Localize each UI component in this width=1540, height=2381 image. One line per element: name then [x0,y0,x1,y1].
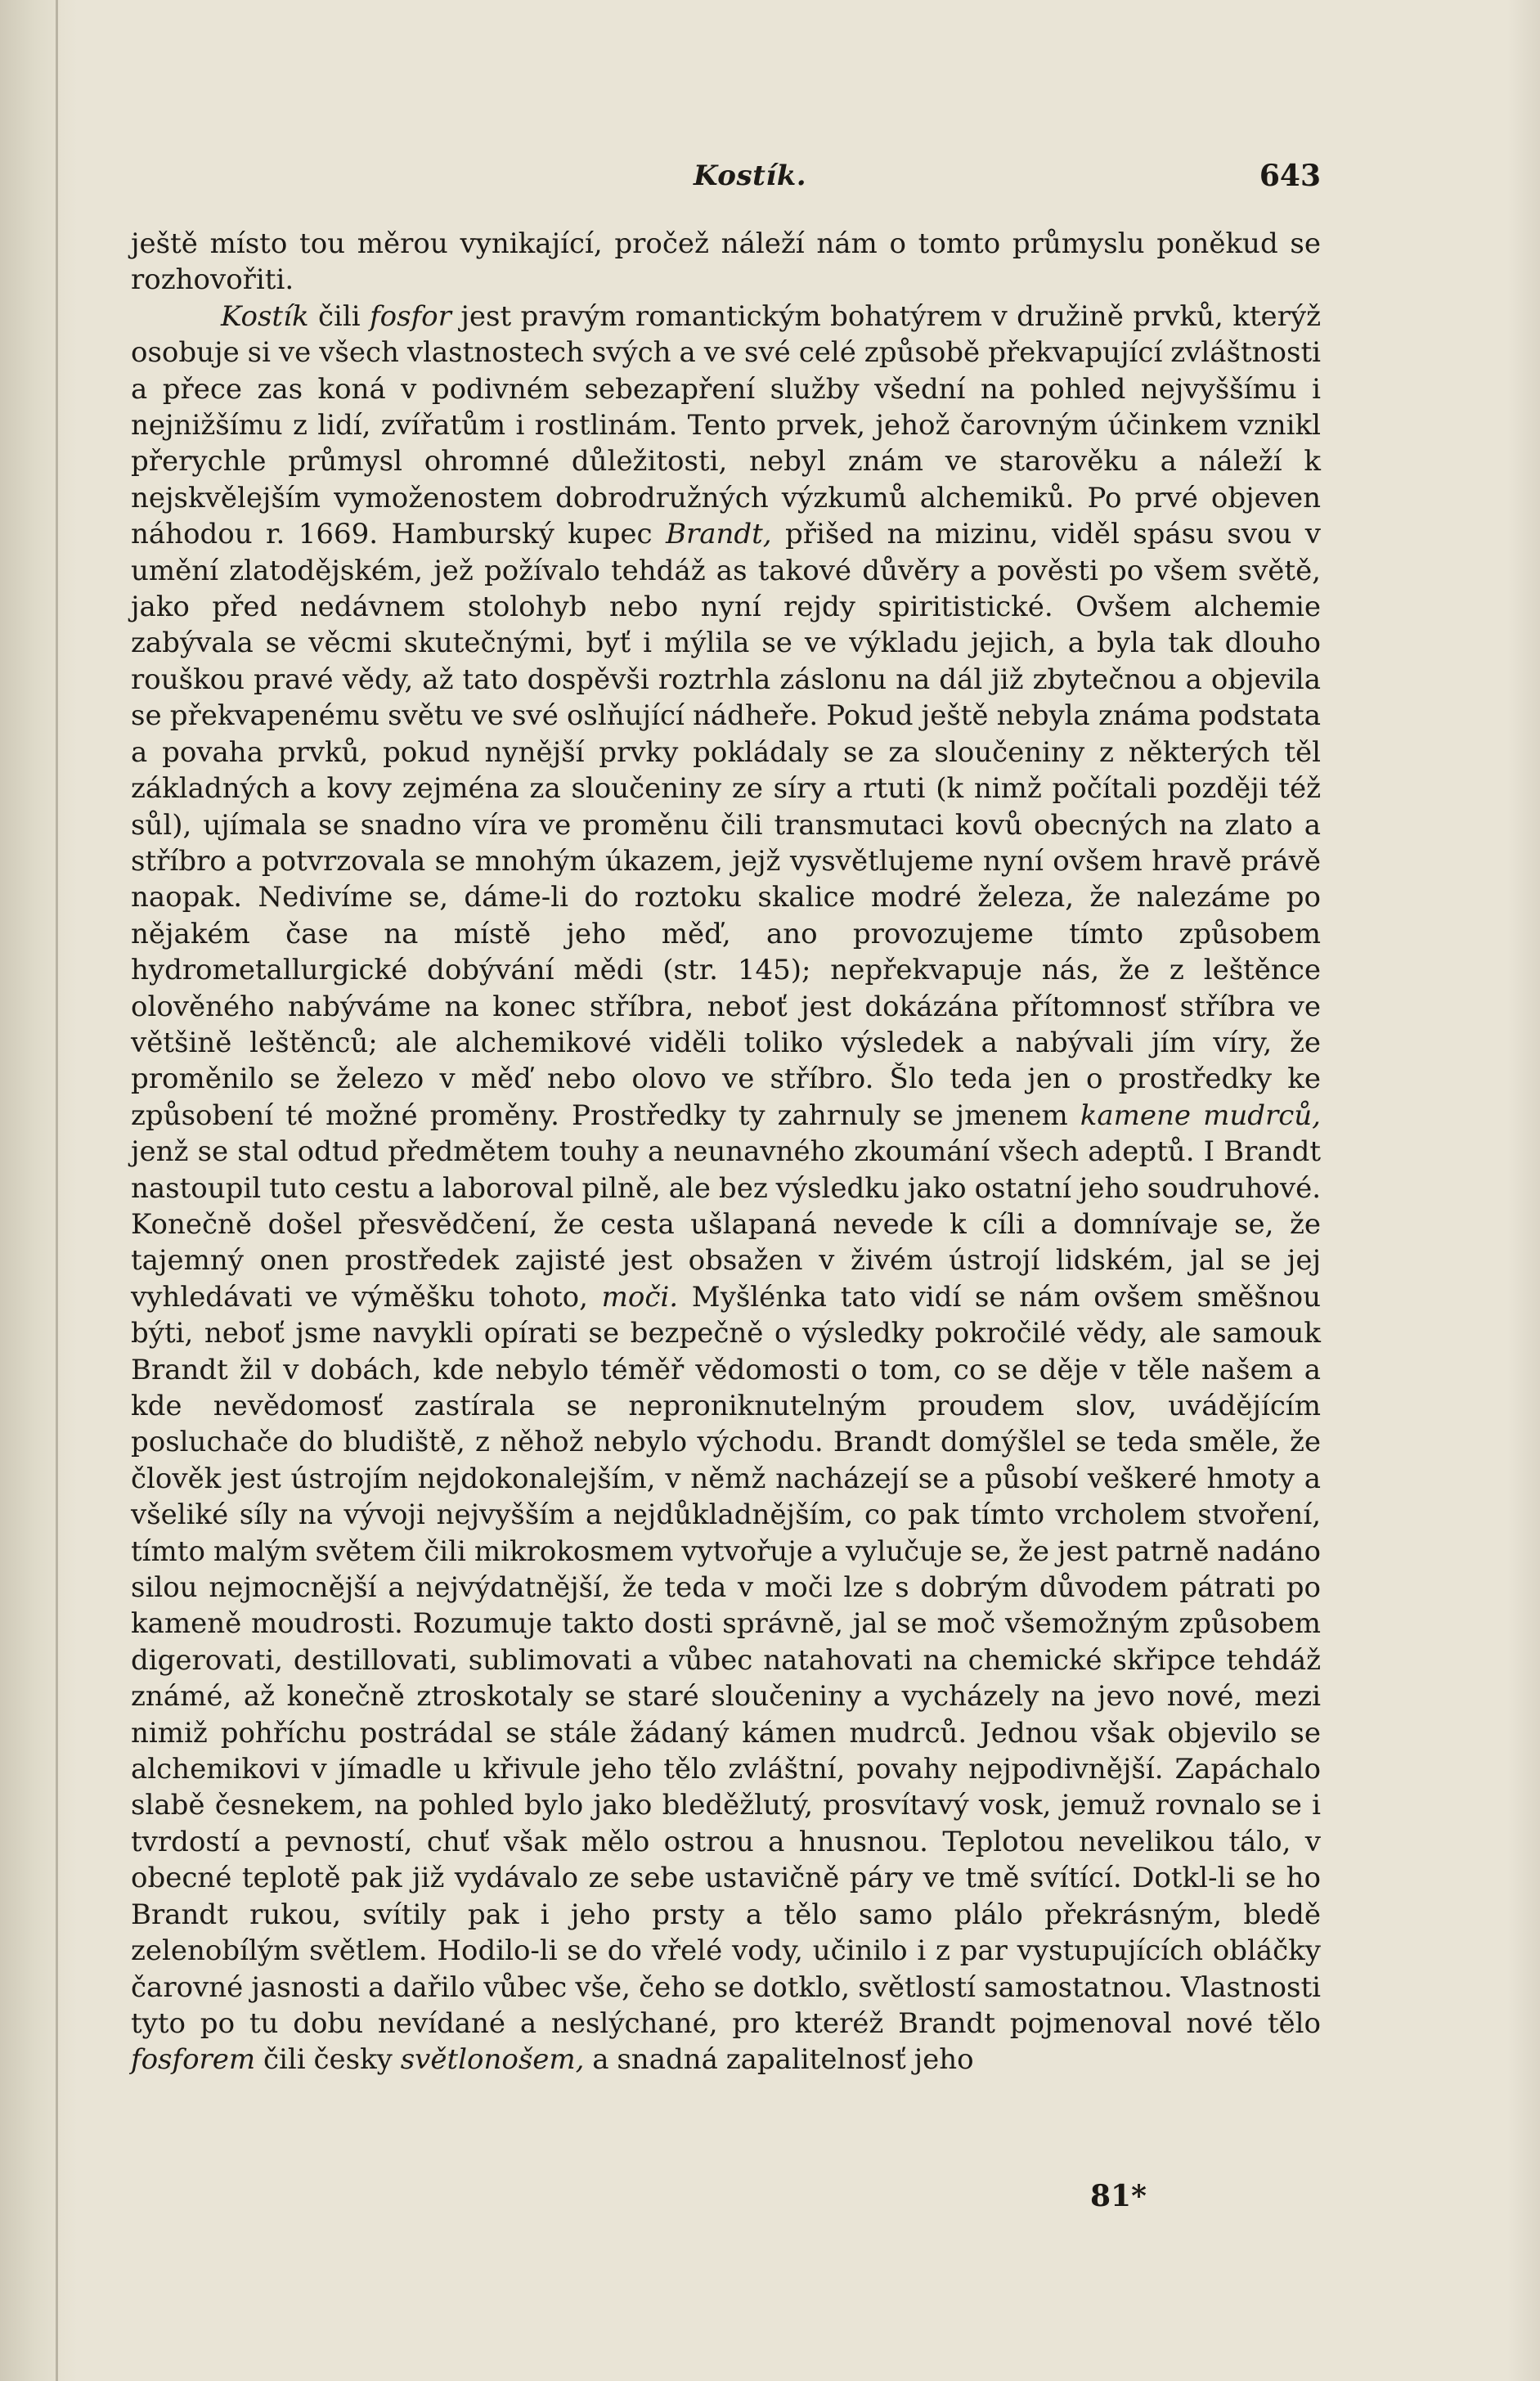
paragraph-1: ještě místo tou měrou vynikající, pročež náleží nám o tomto průmyslu poněkud se rozhovořiti. [131,227,1321,297]
paragraph-2-segment-4: jenž se stal odtud předmětem touhy a neunavného zkoumání všech adeptů. I Brandt nastoupil tuto cestu a laboroval pilně, ale bez výsledku jako ostatní jeho soudruhové. Konečně došel přesvědčení, že cesta ušlapaná nevede k cíli a domnívaje se, že tajemný onen prostředek zajisté jest obsažen v živém ústrojí lidském, jal se jej vyhledávati ve výměšku tohoto, [131,1135,1321,1314]
page-header [123,155,1321,196]
signature-mark: 81* [1090,2179,1147,2213]
paragraph-2-segment-3: přišed na mizinu, viděl spásu svou v umění zlatodějském, jež požívalo tehdáž as takové důvěry a pověsti po všem světě, jako před nedávnem stolohyb nebo nyní rejdy spiritistické. Ovšem alchemie zabývala se věcmi skutečnými, byť i mýlila se ve výkladu jejich, a byla tak dlouho rouškou pravé vědy, až tato dospěvši roztrhla záslonu na dál již zbytečnou a objevila se překvapenému světu ve své oslňující nádheře. Pokud ještě nebyla známa podstata a povaha prvků, pokud nynější prvky pokládaly se za sloučeniny z některých těl základných a kovy zejména za sloučeniny ze síry a rtuti (k nimž počítali později též sůl), ujímala se snadno víra ve proměnu čili transmutaci kovů obecných na zlato a stříbro a potvrzovala se mnohým úkazem, jejž vysvětlujeme nyní ovšem hravě právě naopak. Nedivíme se, dáme-li do roztoku skalice modré železa, že nalezáme po nějakém čase na místě jeho měď, ano provozujeme tímto způsobem hydrometallurgické dobývání mědi (str. 145); nepřekvapuje nás, že z leštěnce olověného nabýváme na konec stříbra, neboť jest dokázána přítomnosť stříbra ve většině leštěnců; ale alchemikové viděli toliko výsledek a nabývali jím víry, že proměnilo se železo v měď nebo olovo ve stříbro. Šlo teda jen o prostředky ke způsobení té možné proměny. Prostředky ty zahrnuly se jmenem [131,518,1321,1132]
running-head: Kostík. [694,159,807,192]
book-page [123,131,1325,2323]
page-number: 643 [1259,159,1321,193]
paragraph-2-segment-7: a snadná zapalitelnosť jeho [584,2043,974,2077]
book-spine-shadow [0,0,78,2381]
binding-line [56,0,58,2381]
term-fosfor: fosfor [370,299,451,333]
paragraph-2-segment-2: jest pravým romantickým bohatýrem v družině prvků, kterýž osobuje si ve všech vlastnostech svých a ve své celé způsobě překvapující zvláštnosti a přece zas koná v podivném sebezapření služby všední na pohled nejvyššímu i nejnižšímu z lidí, zvířatům i rostlinám. Tento prvek, jehož čarovným účinkem vznikl přerychle průmysl ohromné důležitosti, nebyl znám ve starověku a náleží k nejskvělejším vymoženostem dobrodružných výzkumů alchemiků. Po prvé objeven náhodou r. 1669. Hamburský kupec [131,299,1321,551]
term-svetlonosem: světlonošem, [400,2043,585,2077]
term-moci: moči. [601,1280,679,1314]
paragraph-2-segment-1: čili [308,299,370,333]
paragraph-2 [131,299,1321,2078]
page-edge-shadow [1507,0,1540,2381]
term-fosforem: fosforem [131,2043,256,2077]
paragraph-2-segment-5: Myšlénka tato vidí se nám ovšem směšnou býti, neboť jsme navykli opírati se bezpečně o výsledky pokročilé vědy, ale samouk Brandt žil v dobách, kde nebylo téměř vědomosti o tom, co se děje v těle našem a kde nevědomosť zastírala se neproniknutelným proudem slov, uvádějícím posluchače do bludiště, z něhož nebylo východu. Brandt domýšlel se teda směle, že člověk jest ústrojím nejdokonalejším, v němž nacházejí se a působí veškeré hmoty a všeliké síly na vývoji nejvyšším a nejdůkladnějším, co pak tímto vrcholem stvoření, tímto malým světem čili mikrokosmem vytvořuje a vylučuje se, že jest patrně nadáno silou nejmocnější a nejvýdatnější, že teda v moči lze s dobrým důvodem pátrati po kameně moudrosti. Rozumuje takto dosti správně, jal se moč všemožným způsobem digerovati, destillovati, sublimovati a vůbec natahovati na chemické skřipce tehdáž známé, až konečně ztroskotaly se staré sloučeniny a vycházely na jevo nové, mezi nimiž pohříchu postrádal se stále žádaný kámen mudrců. Jednou však objevilo se alchemikovi v jímadle u křivule jeho tělo zvláštní, povahy nejpodivnější. Zapáchalo slabě česnekem, na pohled bylo jako bleděžlutý, prosvítavý vosk, jemuž rovnalo se i tvrdostí a pevností, chuť však mělo ostrou a hnusnou. Teplotou nevelikou tálo, v obecné teplotě pak již vydávalo ze sebe ustavičně páry ve tmě svítící. Dotkl-li se ho Brandt rukou, svítily pak i jeho prsty a tělo samo plálo překrásným, bledě zelenobílým světlem. Hodilo-li se do vřelé vody, učinilo i z par vystupujících obláčky čarovné jasnosti a dařilo vůbec vše, čeho se dotklo, světlostí samostatnou. Vlastnosti tyto po tu dobu nevídané a neslýchané, pro kteréž Brandt pojmenoval nové tělo [131,1280,1321,2040]
paragraph-2-segment-6: čili česky [255,2043,401,2077]
body-text [131,226,1321,2078]
term-brandt: Brandt, [665,518,772,551]
term-kamene-mudrcu: kamene mudrců, [1080,1098,1321,1132]
term-kostik: Kostík [221,299,309,333]
